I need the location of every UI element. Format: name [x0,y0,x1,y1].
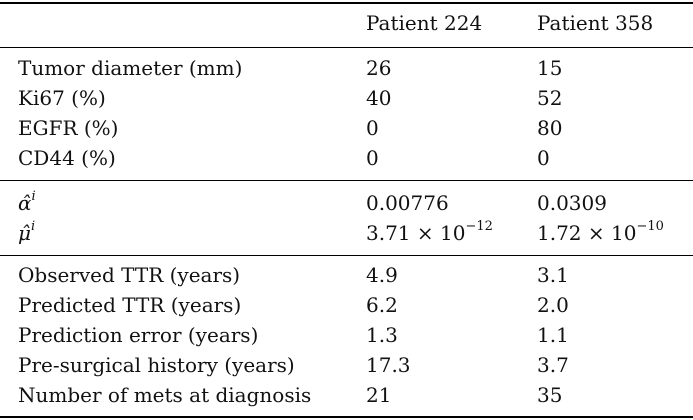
row-value-pre-surgical-history-358: 3.7 [537,353,569,377]
mu-358-exponent: −10 [636,219,664,235]
group1-rule [0,180,693,181]
row-label-predicted-ttr: Predicted TTR (years) [18,293,242,317]
alpha-superscript: i [31,189,36,205]
row-value-egfr-224: 0 [366,116,379,140]
mu-358-mantissa: 1.72 × 10 [537,221,637,245]
row-value-prediction-error-224: 1.3 [366,323,398,347]
row-value-predicted-ttr-224: 6.2 [366,293,398,317]
mu-224-mantissa: 3.71 × 10 [366,221,466,245]
mu-symbol: μ̂ [18,221,31,245]
row-value-observed-ttr-358: 3.1 [537,263,569,287]
row-value-egfr-358: 80 [537,116,563,140]
row-value-observed-ttr-224: 4.9 [366,263,398,287]
row-value-ki67-224: 40 [366,86,392,110]
row-label-egfr: EGFR (%) [18,116,119,140]
row-value-ki67-358: 52 [537,86,563,110]
row-value-mu-358 [537,221,664,245]
header-patient-224: Patient 224 [366,11,483,35]
bottom-rule [0,416,693,418]
alpha-symbol: α̂ [18,191,32,215]
row-value-alpha-224: 0.00776 [366,191,449,215]
row-label-ki67: Ki67 (%) [18,86,106,110]
header-rule [0,47,693,48]
mu-superscript: i [31,219,36,235]
row-label-mu [18,221,35,245]
top-rule [0,2,693,4]
row-label-pre-surgical-history: Pre-surgical history (years) [18,353,295,377]
row-label-number-of-mets: Number of mets at diagnosis [18,383,312,407]
row-label-alpha [18,191,36,215]
row-value-alpha-358: 0.0309 [537,191,607,215]
row-value-prediction-error-358: 1.1 [537,323,569,347]
mu-224-exponent: −12 [465,219,493,235]
row-label-cd44: CD44 (%) [18,146,116,170]
row-value-tumor-diameter-358: 15 [537,56,563,80]
header-patient-358: Patient 358 [537,11,654,35]
row-label-prediction-error: Prediction error (years) [18,323,259,347]
row-value-cd44-224: 0 [366,146,379,170]
row-value-predicted-ttr-358: 2.0 [537,293,569,317]
row-value-number-of-mets-358: 35 [537,383,563,407]
row-value-cd44-358: 0 [537,146,550,170]
row-value-tumor-diameter-224: 26 [366,56,392,80]
row-label-observed-ttr: Observed TTR (years) [18,263,241,287]
row-value-pre-surgical-history-224: 17.3 [366,353,411,377]
row-value-number-of-mets-224: 21 [366,383,392,407]
row-label-tumor-diameter: Tumor diameter (mm) [18,56,243,80]
row-value-mu-224 [366,221,493,245]
group2-rule [0,255,693,256]
